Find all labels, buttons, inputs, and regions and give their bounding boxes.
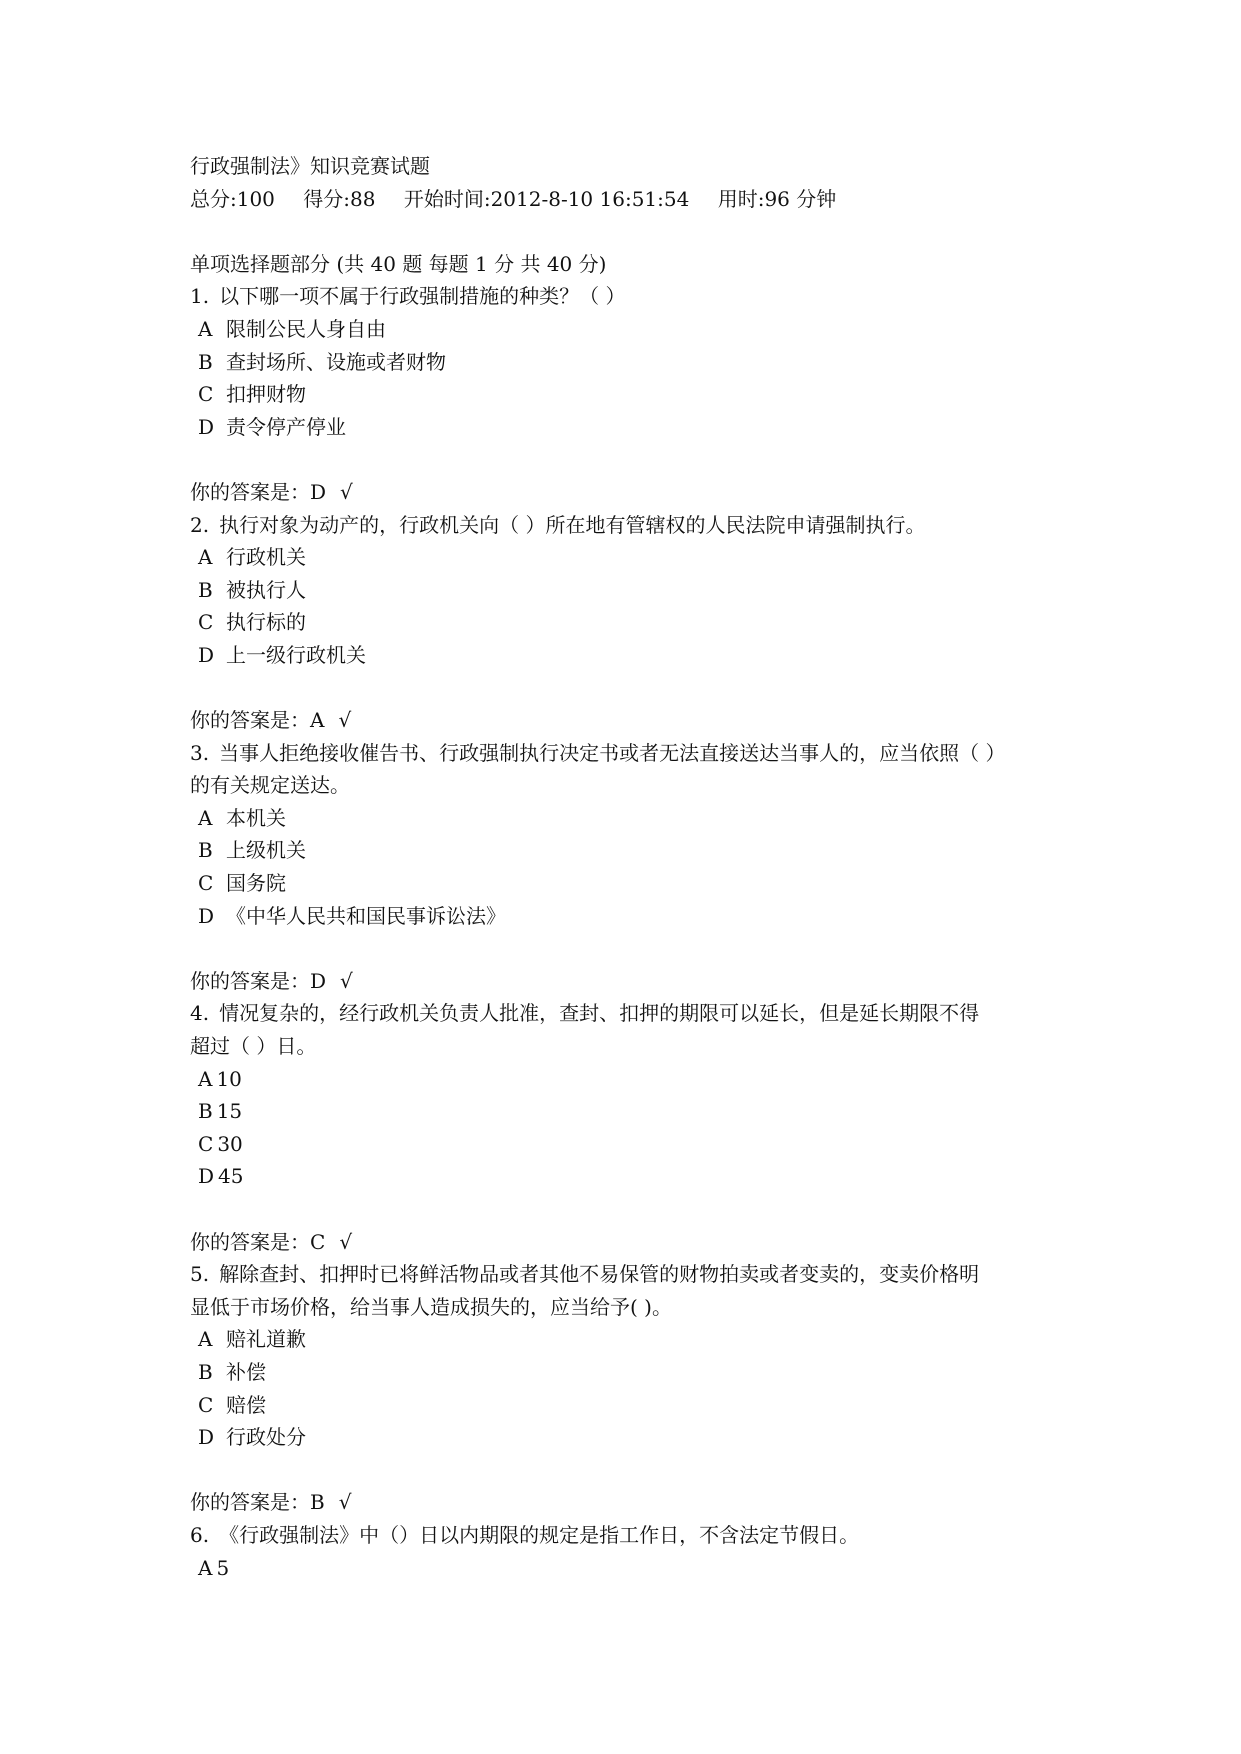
question-number: 6. — [190, 1522, 210, 1547]
question-line: 以下哪一项不属于行政强制措施的种类？（ ） — [219, 284, 626, 309]
your-answer — [190, 1486, 1090, 1519]
answer-option — [190, 639, 1090, 672]
your-answer — [190, 476, 1090, 509]
answer-option — [190, 313, 1090, 346]
correct-check-icon: √ — [339, 1229, 353, 1254]
option-letter: A — [198, 316, 213, 341]
option-letter: C — [198, 1131, 214, 1156]
question-line: 执行对象为动产的，行政机关向（ ）所在地有管辖权的人民法院申请强制执行。 — [219, 512, 926, 537]
question-text — [190, 509, 1090, 542]
section-heading: 单项选择题部分 (共 40 题 每题 1 分 共 40 分) — [190, 251, 607, 276]
question-text — [190, 1519, 1090, 1552]
option-letter: A — [198, 1066, 213, 1091]
answer-option — [190, 1095, 1090, 1128]
answer-option — [190, 346, 1090, 379]
option-text: 《中华人民共和国民事诉讼法》 — [226, 903, 506, 928]
option-text: 本机关 — [226, 805, 286, 830]
option-text: 45 — [218, 1164, 244, 1189]
doc-title: 行政强制法》知识竞赛试题 — [190, 154, 430, 178]
answer-option — [190, 834, 1090, 867]
option-text: 补偿 — [226, 1359, 266, 1384]
correct-check-icon: √ — [338, 708, 352, 733]
option-text: 5 — [216, 1555, 230, 1580]
spacer — [190, 932, 1090, 965]
question-line: 显低于市场价格，给当事人造成损失的，应当给予( )。 — [190, 1294, 672, 1319]
answer-option — [190, 1356, 1090, 1389]
question-text — [190, 997, 1090, 1030]
option-text: 查封场所、设施或者财物 — [226, 349, 446, 374]
correct-check-icon: √ — [338, 1490, 352, 1515]
correct-check-icon: √ — [340, 968, 353, 993]
question-number: 5. — [190, 1262, 210, 1287]
option-letter: D — [198, 642, 215, 667]
answer-option — [190, 1128, 1090, 1161]
your-answer — [190, 965, 1090, 998]
question-list — [190, 280, 1090, 1584]
question-block — [190, 737, 1090, 998]
question-text — [190, 1258, 1090, 1291]
your-answer — [190, 704, 1090, 737]
answer-option — [190, 1389, 1090, 1422]
option-text: 赔礼道歉 — [226, 1327, 306, 1352]
option-letter: D — [198, 1425, 215, 1450]
answer-option — [190, 1160, 1090, 1193]
answer-option — [190, 900, 1090, 933]
question-line: 的有关规定送达。 — [190, 773, 350, 798]
option-text: 扣押财物 — [226, 382, 306, 407]
answer-label: 你的答案是：C — [190, 1229, 326, 1254]
answer-option — [190, 1552, 1090, 1585]
option-letter: B — [198, 577, 213, 602]
answer-option — [190, 574, 1090, 607]
option-letter: A — [198, 545, 213, 570]
question-text-continued — [190, 1030, 1090, 1063]
option-text: 上一级行政机关 — [226, 642, 366, 667]
answer-option — [190, 541, 1090, 574]
question-line: 情况复杂的，经行政机关负责人批准，查封、扣押的期限可以延长，但是延长期限不得 — [219, 1001, 980, 1026]
question-line: 《行政强制法》中（）日以内期限的规定是指工作日，不含法定节假日。 — [219, 1522, 860, 1547]
answer-option — [190, 378, 1090, 411]
correct-check-icon: √ — [340, 479, 353, 504]
option-text: 行政机关 — [226, 545, 306, 570]
option-letter: B — [198, 838, 213, 863]
spacer — [190, 1193, 1090, 1226]
option-text: 国务院 — [226, 871, 286, 896]
spacer — [190, 443, 1090, 476]
answer-option — [190, 867, 1090, 900]
option-letter: C — [198, 871, 214, 896]
answer-option — [190, 1421, 1090, 1454]
option-text: 上级机关 — [226, 838, 306, 863]
question-text-continued — [190, 769, 1090, 802]
obtained-score: 得分:88 — [303, 186, 376, 211]
option-letter: C — [198, 610, 214, 635]
question-block — [190, 997, 1090, 1258]
question-line: 超过（ ）日。 — [190, 1034, 317, 1059]
document-page — [190, 150, 1090, 1584]
question-line: 当事人拒绝接收催告书、行政强制执行决定书或者无法直接送达当事人的，应当依照（ ） — [219, 740, 1006, 765]
option-text: 15 — [216, 1099, 243, 1124]
answer-label: 你的答案是：B — [190, 1490, 325, 1515]
option-text: 30 — [217, 1131, 243, 1156]
answer-label: 你的答案是：A — [190, 708, 325, 733]
question-number: 2. — [190, 512, 210, 537]
question-block — [190, 509, 1090, 737]
question-text — [190, 280, 1090, 313]
question-text-continued — [190, 1291, 1090, 1324]
option-text: 行政处分 — [226, 1425, 306, 1450]
option-letter: D — [198, 1164, 215, 1189]
option-text: 限制公民人身自由 — [226, 316, 386, 341]
option-text: 10 — [216, 1066, 242, 1091]
answer-option — [190, 802, 1090, 835]
option-letter: A — [198, 1327, 213, 1352]
question-number: 1. — [190, 284, 210, 309]
option-letter: C — [198, 1392, 214, 1417]
answer-label: 你的答案是：D — [190, 479, 327, 504]
question-line: 解除查封、扣押时已将鲜活物品或者其他不易保管的财物拍卖或者变卖的，变卖价格明 — [219, 1262, 980, 1287]
option-letter: B — [198, 1359, 213, 1384]
question-number: 3. — [190, 740, 210, 765]
spacer — [190, 1454, 1090, 1487]
time-used: 用时:96 分钟 — [717, 186, 837, 211]
option-letter: A — [198, 1555, 213, 1580]
your-answer — [190, 1226, 1090, 1259]
option-letter: D — [198, 903, 215, 928]
spacer — [190, 672, 1090, 705]
option-text: 被执行人 — [226, 577, 306, 602]
answer-label: 你的答案是：D — [190, 968, 327, 993]
question-block — [190, 1519, 1090, 1584]
answer-option — [190, 1323, 1090, 1356]
question-number: 4. — [190, 1001, 210, 1026]
score-summary — [190, 183, 1090, 216]
start-time: 开始时间:2012-8-10 16:51:54 — [403, 186, 690, 211]
option-letter: B — [198, 1099, 213, 1124]
option-letter: A — [198, 805, 213, 830]
total-score: 总分:100 — [190, 186, 275, 211]
question-block — [190, 1258, 1090, 1519]
question-text — [190, 737, 1090, 770]
option-text: 责令停产停业 — [226, 414, 346, 439]
question-block — [190, 280, 1090, 508]
spacer — [190, 215, 1090, 248]
answer-option — [190, 1063, 1090, 1096]
option-letter: B — [198, 349, 213, 374]
option-letter: C — [198, 382, 214, 407]
answer-option — [190, 606, 1090, 639]
option-text: 执行标的 — [226, 610, 306, 635]
option-letter: D — [198, 414, 215, 439]
option-text: 赔偿 — [226, 1392, 266, 1417]
answer-option — [190, 411, 1090, 444]
